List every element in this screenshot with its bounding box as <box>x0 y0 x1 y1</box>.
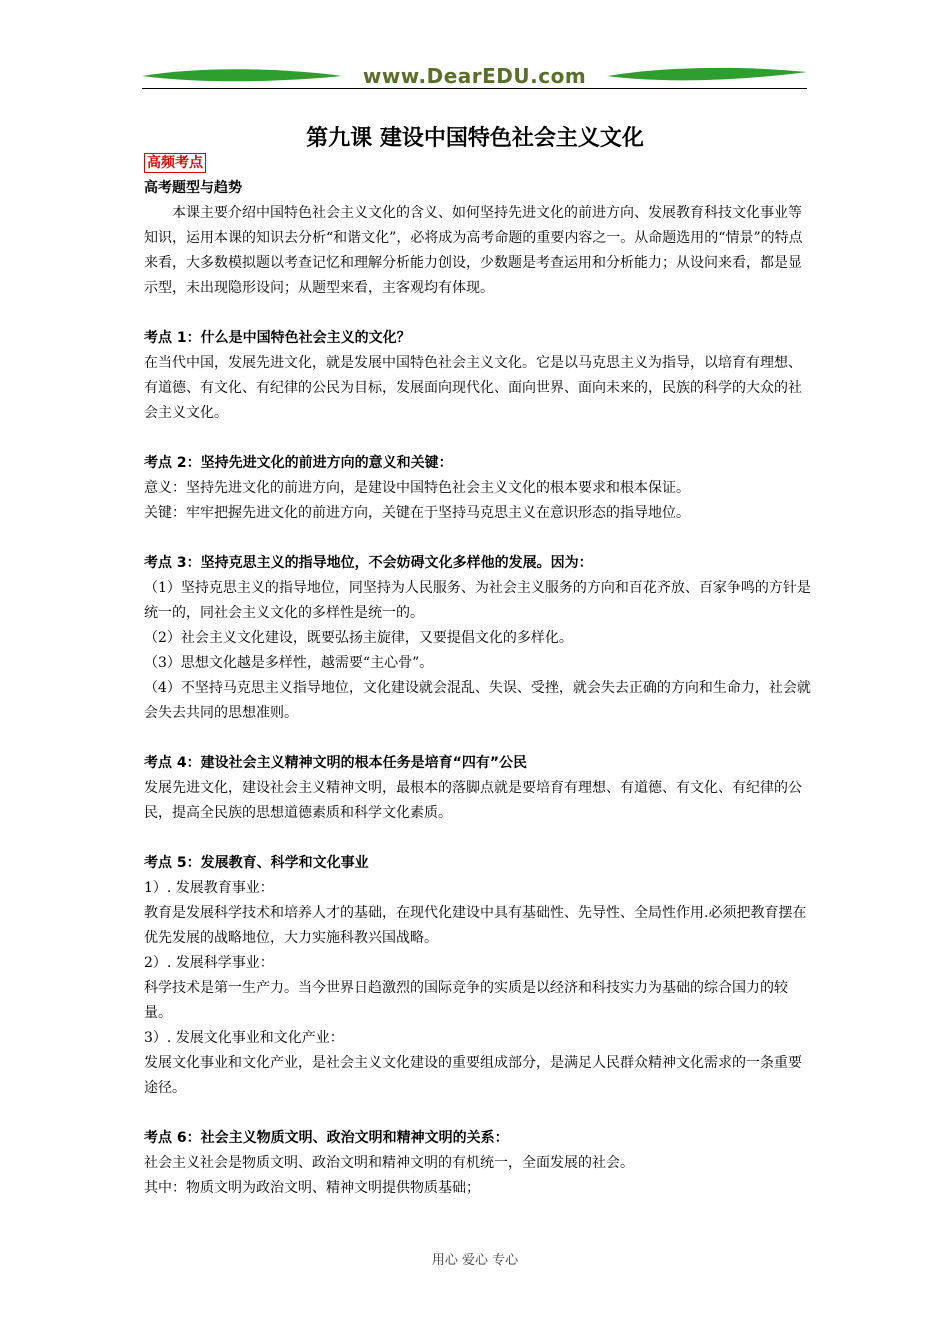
point-heading: 考点 6：社会主义物质文明、政治文明和精神文明的关系： <box>144 1130 509 1146</box>
header-divider <box>142 88 807 89</box>
point-line: （2）社会主义文化建设，既要弘扬主旋律，又要提倡文化的多样化。 <box>144 630 573 646</box>
high-frequency-tag: 高频考点 <box>144 153 206 173</box>
point-block <box>144 551 812 726</box>
section-heading: 高考题型与趋势 <box>144 180 242 196</box>
point-line: 社会主义社会是物质文明、政治文明和精神文明的有机统一，全面发展的社会。 <box>144 1155 634 1171</box>
point-heading: 考点 2：坚持先进文化的前进方向的意义和关键： <box>144 455 453 471</box>
point-line: 教育是发展科学技术和培养人才的基础，在现代化建设中具有基础性、先导性、全局性作用.必须把教育摆在优先发展的战略地位，大力实施科教兴国战略。 <box>144 905 807 946</box>
point-line: 意义：坚持先进文化的前进方向，是建设中国特色社会主义文化的根本要求和根本保证。 <box>144 480 690 496</box>
point-line: （4）不坚持马克思主义指导地位，文化建设就会混乱、失误、受挫，就会失去正确的方向和生命力，社会就会失去共同的思想准则。 <box>144 680 811 721</box>
point-line: 其中：物质文明为政治文明、精神文明提供物质基础； <box>144 1180 480 1196</box>
point-line: 1）. 发展教育事业： <box>144 880 274 896</box>
page-footer: 用心 爱心 专心 <box>431 1253 519 1268</box>
point-line: 2）. 发展科学事业： <box>144 955 274 971</box>
point-line: 在当代中国，发展先进文化，就是发展中国特色社会主义文化。它是以马克思主义为指导，以培育有理想、有道德、有文化、有纪律的公民为目标，发展面向现代化、面向世界、面向未来的，民族的科学的大众的社会主义文化。 <box>144 355 802 421</box>
point-block <box>144 851 812 1101</box>
point-block <box>144 451 812 526</box>
point-line: 发展先进文化，建设社会主义精神文明，最根本的落脚点就是要培育有理想、有道德、有文化、有纪律的公民，提高全民族的思想道德素质和科学文化素质。 <box>144 780 802 821</box>
point-line: （1）坚持克思主义的指导地位，同坚持为人民服务、为社会主义服务的方向和百花齐放、百家争鸣的方针是统一的，同社会主义文化的多样性是统一的。 <box>144 580 811 621</box>
point-line: 3）. 发展文化事业和文化产业： <box>144 1030 344 1046</box>
point-line: 科学技术是第一生产力。当今世界日趋激烈的国际竞争的实质是以经济和科技实力为基础的综合国力的较量。 <box>144 980 788 1021</box>
page-title: 第九课 建设中国特色社会主义文化 <box>306 126 644 151</box>
point-block <box>144 326 812 426</box>
point-heading: 考点 4：建设社会主义精神文明的根本任务是培育“四有”公民 <box>144 755 528 771</box>
point-block <box>144 1126 812 1201</box>
point-block <box>144 751 812 826</box>
point-heading: 考点 5：发展教育、科学和文化事业 <box>144 855 369 871</box>
point-heading: 考点 1：什么是中国特色社会主义的文化？ <box>144 330 411 346</box>
section-paragraph: 本课主要介绍中国特色社会主义文化的含义、如何坚持先进文化的前进方向、发展教育科技文化事业等知识，运用本课的知识去分析“和谐文化”，必将成为高考命题的重要内容之一。从命题选用的“情景”的特点来看，大多数模拟题以考查记忆和理解分析能力创设，少数题是考查运用和分析能力；从设问来看，都是显示型，未出现隐形设问；从题型来看，主客观均有体现。 <box>144 205 803 296</box>
point-line: （3）思想文化越是多样性，越需要“主心骨”。 <box>144 655 434 671</box>
point-line: 发展文化事业和文化产业，是社会主义文化建设的重要组成部分，是满足人民群众精神文化需求的一条重要途径。 <box>144 1055 802 1096</box>
point-line: 关键：牢牢把握先进文化的前进方向，关键在于坚持马克思主义在意识形态的指导地位。 <box>144 505 690 521</box>
document-body <box>144 151 812 1201</box>
point-heading: 考点 3：坚持克思主义的指导地位，不会妨碍文化多样他的发展。因为： <box>144 555 593 571</box>
site-brand[interactable]: www.DearEDU.com <box>362 64 587 88</box>
